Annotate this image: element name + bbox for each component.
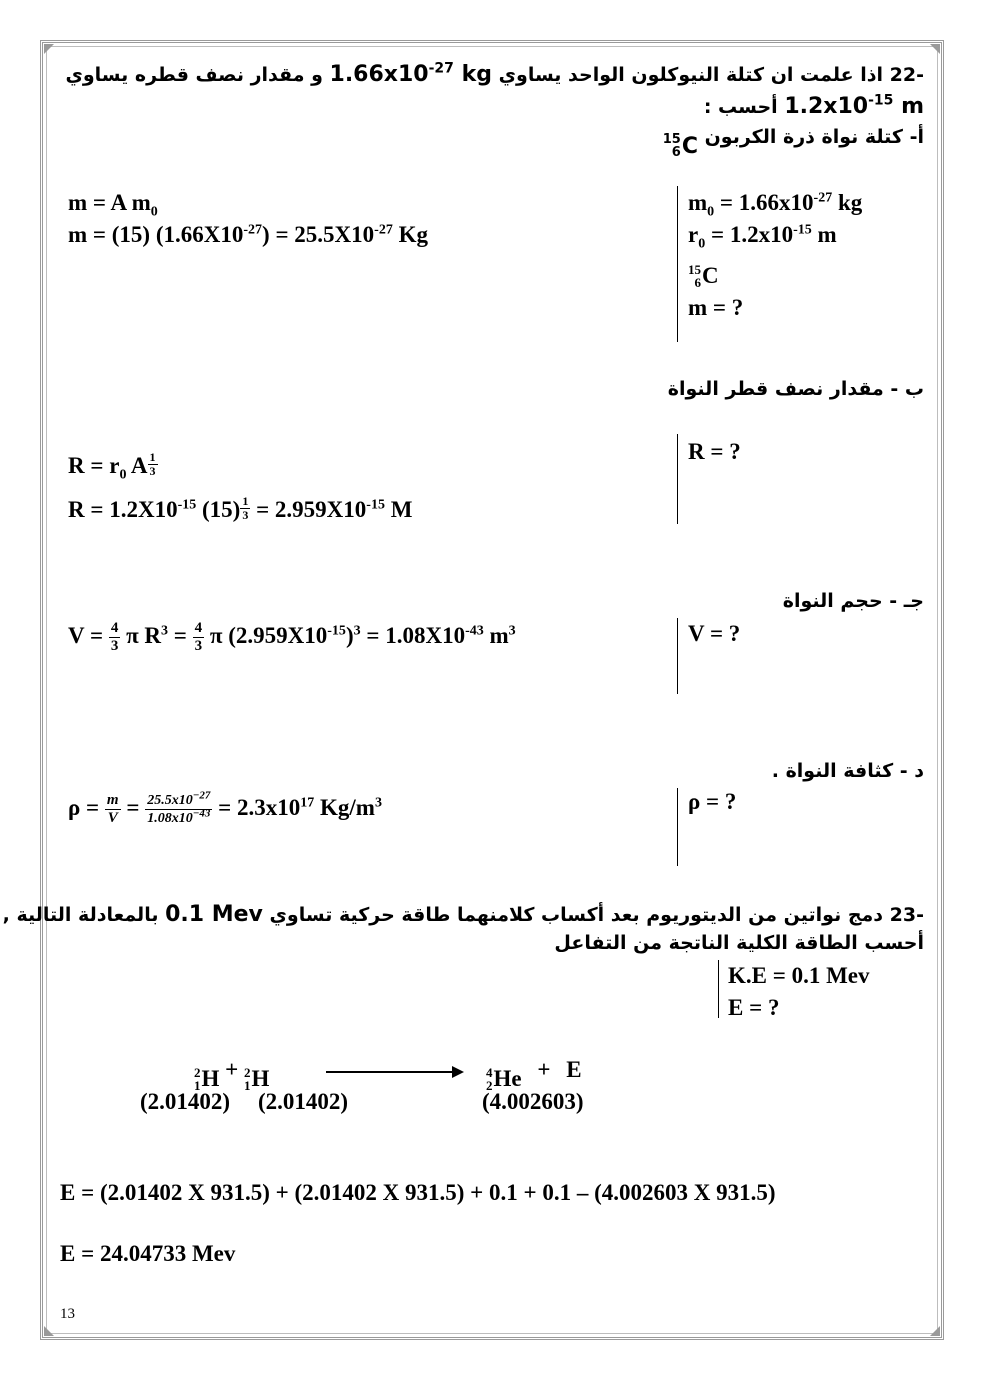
solution-23-result: E = 24.04733 Mev bbox=[60, 1241, 236, 1266]
given-divider-d bbox=[677, 788, 678, 866]
q22-part-a-heading bbox=[663, 126, 924, 159]
given-m0: $m_0 = 1.66x10^{-27}$ kg bbox=[688, 190, 863, 220]
given-a bbox=[688, 187, 862, 324]
q22-part-c-heading: جـ - حجم النواة bbox=[782, 590, 924, 612]
reaction-plus-1: + bbox=[219, 1057, 244, 1082]
corner-ornament-bottom-right bbox=[930, 1326, 940, 1336]
q22-part-d-heading: د - كثافة النواة . bbox=[771, 760, 924, 782]
q23-energy-value: 0.1 Mev bbox=[165, 902, 263, 927]
q23-line2: أحسب الطاقة الكلية الناتجة من التفاعل bbox=[554, 932, 924, 954]
q22-line2-text: أحسب : bbox=[703, 96, 778, 118]
fraction-m-over-v: $\frac{m}{V}$ bbox=[106, 792, 119, 827]
exponent-one-third: $\frac{1}{3}$ bbox=[149, 450, 156, 478]
mass-deuterium-1: (2.01402) bbox=[140, 1089, 231, 1114]
given-r0: $r_0 = 1.2x10^{-15}$ m bbox=[688, 222, 837, 252]
given-23 bbox=[728, 960, 870, 1024]
given-divider-23 bbox=[718, 960, 719, 1018]
q22-part-a-text: أ- كتلة نواة ذرة الكربون bbox=[704, 126, 924, 148]
exponent-one-third-2: $\frac{1}{3}$ bbox=[242, 494, 249, 522]
fraction-four-thirds-2: $\frac{4}{3}$ bbox=[194, 620, 203, 655]
q23-line1-text-b: بالمعادلة التالية , bbox=[2, 904, 159, 926]
q22-line1-value: $1.66x10^{-27}$ kg bbox=[329, 60, 492, 87]
solution-b-result: $R = 1.2X10^{-15}$ (15) $\frac{1}{3}$ = $2.959X10^{-15}$ M bbox=[68, 494, 413, 522]
solution-a bbox=[68, 187, 428, 251]
carbon-isotope: 15 6 C bbox=[662, 132, 698, 160]
given-b-unknown: R = ? bbox=[688, 439, 741, 464]
reaction-arrow bbox=[326, 1071, 460, 1073]
given-m-unknown: m = ? bbox=[688, 295, 744, 320]
given-energy-unknown: E = ? bbox=[728, 995, 780, 1020]
corner-ornament-bottom-left bbox=[44, 1326, 54, 1336]
deuterium-isotope-2: 2 1 H bbox=[244, 1065, 270, 1093]
solution-c: V = $\frac{4}{3}$ π $R^3$ = $\frac{4}{3}$ π $(2.959X10^{-15})^3 = 1.08X10^{-43}$ $m^3$ bbox=[68, 620, 516, 655]
given-divider-b bbox=[677, 434, 678, 524]
fraction-four-thirds: $\frac{4}{3}$ bbox=[110, 620, 119, 655]
corner-ornament-top-left bbox=[44, 44, 54, 54]
corner-ornament-top-right bbox=[930, 44, 940, 54]
given-c-unknown: V = ? bbox=[688, 621, 741, 646]
mass-helium: (4.002603) bbox=[482, 1089, 584, 1114]
q22-line1-text-a: -22 اذا علمت ان كتلة النيوكلون الواحد يساوي bbox=[498, 64, 924, 86]
solution-a-result: m = (15) $(1.66X10^{-27}) = 25.5X10^{-27}$ Kg bbox=[68, 222, 428, 247]
given-kinetic-energy: K.E = 0.1 Mev bbox=[728, 963, 870, 988]
given-divider-a bbox=[677, 186, 678, 342]
mass-deuterium-2: (2.01402) bbox=[258, 1089, 349, 1114]
q22-line2-value: $1.2x10^{-15}$ m bbox=[784, 92, 924, 119]
q22-part-b-heading: ب - مقدار نصف قطر النواة bbox=[667, 378, 924, 400]
given-d-unknown: ρ = ? bbox=[688, 789, 737, 814]
given-carbon-isotope: 15 6 C bbox=[688, 262, 719, 290]
reaction-energy-symbol: E bbox=[566, 1057, 582, 1082]
given-divider-c bbox=[677, 618, 678, 694]
solution-d: ρ = $\frac{m}{V}$ = $\frac{25.5x10^{-27}}{1.08x10^{-43}}$ = $2.3x10^{17}$ $Kg/m^3$ bbox=[68, 789, 382, 827]
fraction-mass-over-volume: $\frac{25.5x10^{-27}}{1.08x10^{-43}}$ bbox=[147, 789, 211, 827]
q22-line2 bbox=[704, 94, 924, 119]
q22-line1 bbox=[65, 62, 924, 87]
page-number: 13 bbox=[60, 1306, 75, 1322]
helium-isotope: 4 2 He bbox=[486, 1065, 522, 1093]
reaction-plus-2: + bbox=[531, 1057, 557, 1082]
q23-line1-text-a: -23 دمج نواتين من الديتوريوم بعد أكساب كلامنهما طاقة حركية تساوي bbox=[269, 904, 924, 926]
solution-b-formula: $R = r_0$ A $\frac{1}{3}$ bbox=[68, 450, 156, 483]
q22-line1-text-b: و مقدار نصف قطره يساوي bbox=[65, 64, 323, 86]
solution-a-formula: m = A $m_0$ bbox=[68, 190, 158, 220]
deuterium-isotope-1: 2 1 H bbox=[194, 1065, 220, 1093]
solution-23-formula: E = (2.01402 X 931.5) + (2.01402 X 931.5) + 0.1 + 0.1 – (4.002603 X 931.5) bbox=[60, 1180, 776, 1205]
q23-line1 bbox=[3, 902, 924, 927]
